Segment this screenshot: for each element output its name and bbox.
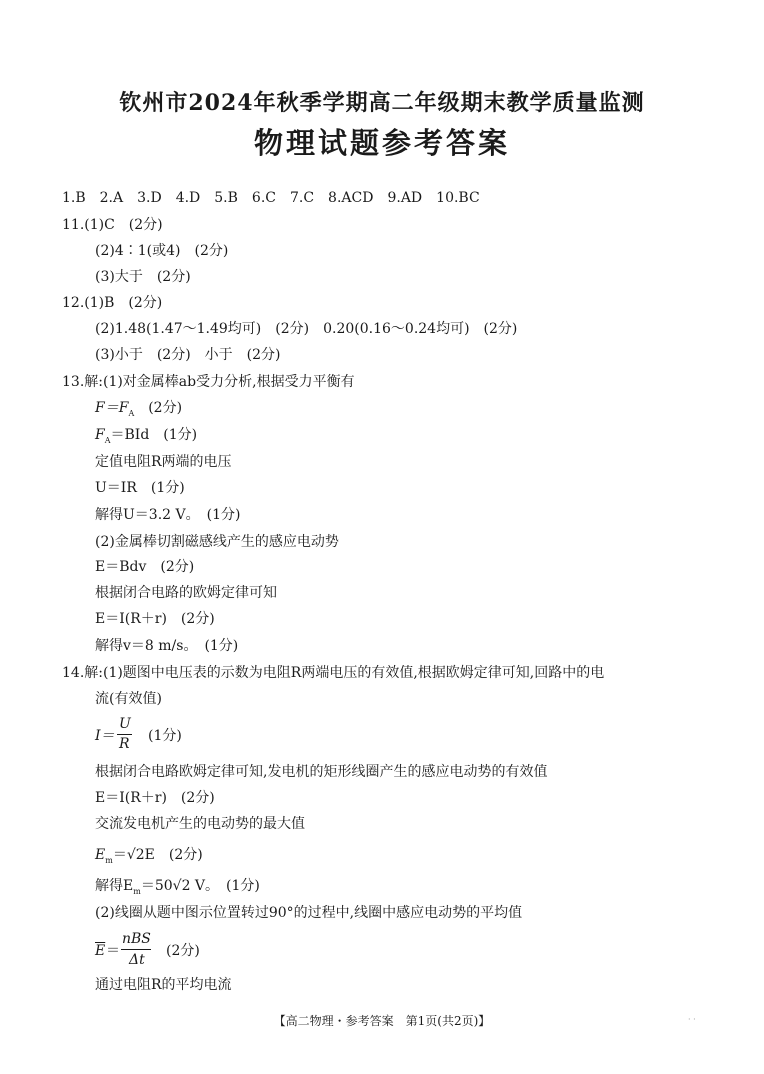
answer-line-12-3: (3)小于 (2分) 小于 (2分) [95, 347, 281, 363]
answer-line-11-2: (2)4∶1(或4) (2分) [95, 243, 229, 259]
answer-line: 解得v＝8 m/s。 (1分) [95, 638, 239, 654]
subscript: A [128, 408, 135, 418]
fraction-denominator: R [119, 736, 130, 752]
answer-line: 根据闭合电路的欧姆定律可知 [95, 585, 277, 601]
equation-text: ＝50√2 V。 (1分) [140, 878, 260, 894]
answer-line: 通过电阻R的平均电流 [95, 977, 232, 993]
equation-line: E＝Bdv (2分) [95, 559, 195, 575]
equation-line [95, 427, 197, 449]
equation-text: 解得E [95, 878, 134, 894]
equation-text: ＝√2E (2分) [112, 847, 203, 863]
answer-line-choice: 1.B 2.A 3.D 4.D 5.B 6.C 7.C 8.ACD 9.AD 10.BC [62, 190, 480, 206]
fraction-denominator: Δt [129, 952, 145, 968]
page-title: 钦州市2024年秋季学期高二年级期末教学质量监测 [119, 90, 645, 116]
equation-line: U＝IR (1分) [95, 480, 185, 496]
page-subtitle: 物理试题参考答案 [253, 126, 510, 160]
answer-line: (2)线圈从题中图示位置转过90°的过程中,线圈中感应电动势的平均值 [95, 905, 523, 921]
score-text: (1分) [148, 728, 182, 744]
answer-line-12-2: (2)1.48(1.47～1.49均可) (2分) 0.20(0.16～0.24均可) (2分) [95, 321, 518, 337]
equation-line [95, 400, 182, 422]
answer-line: 定值电阻R两端的电压 [95, 454, 232, 470]
answer-line: 解得U＝3.2 V。 (1分) [95, 507, 241, 523]
equation-text: F＝F [95, 400, 129, 416]
page-footer: 【高二物理・参考答案 第1页(共2页)】 [273, 1014, 491, 1028]
equation-text: F [95, 427, 105, 443]
answer-line-13-intro: 13.解:(1)对金属棒ab受力分析,根据受力平衡有 [62, 374, 355, 390]
equation-text: ＝ [106, 943, 120, 959]
answer-line: 根据闭合电路欧姆定律可知,发电机的矩形线圈产生的感应电动势的有效值 [95, 764, 548, 780]
equation-line: E＝I(R＋r) (2分) [95, 611, 215, 627]
answer-line: (2)金属棒切割磁感线产生的感应电动势 [95, 534, 339, 550]
average-emf-symbol: $\overline{E}$ [95, 943, 106, 959]
subscript: m [133, 886, 141, 896]
score-text: (2分) [134, 400, 183, 416]
score-text: (2分) [166, 943, 200, 959]
equation-line: E＝I(R＋r) (2分) [95, 790, 215, 806]
equation-line [95, 847, 203, 869]
answer-line-11-3: (3)大于 (2分) [95, 269, 191, 285]
answer-line: 流(有效值) [95, 691, 162, 707]
fraction-bar [121, 949, 151, 950]
answer-line-14-intro: 14.解:(1)题图中电压表的示数为电阻R两端电压的有效值,根据欧姆定律可知,回路中的电 [62, 665, 605, 681]
equation-text: E [95, 847, 106, 863]
fraction-numerator: nBS [122, 931, 151, 947]
equation-text: ＝BId (1分) [110, 427, 198, 443]
subscript: m [105, 855, 113, 865]
equation-text: I＝ [95, 728, 115, 744]
fraction-numerator: U [119, 716, 131, 732]
answer-line-12-1: 12.(1)B (2分) [62, 295, 163, 311]
subscript: A [104, 435, 111, 445]
answer-line: 交流发电机产生的电动势的最大值 [95, 816, 305, 832]
answer-line-11-1: 11.(1)C (2分) [62, 217, 163, 233]
fraction-bar [117, 734, 132, 735]
footer-mark: · · [688, 1015, 696, 1024]
answer-line [95, 878, 260, 900]
